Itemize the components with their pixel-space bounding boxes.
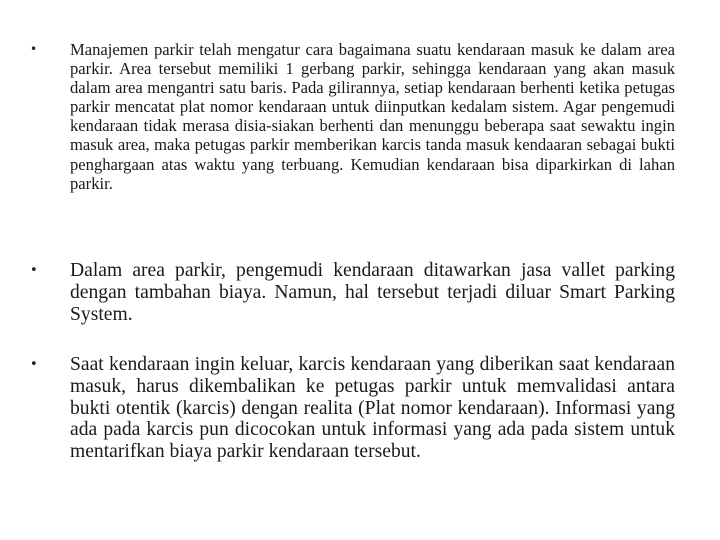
bullet-text: Saat kendaraan ingin keluar, karcis kendaraan yang diberikan saat kendaraan masuk, harus dikembalikan ke petugas parkir untuk memvalidasi antara bukti otentik (karcis) dengan realita (Plat nomor kendaraan). Informasi yang ada pada karcis pun dicocokan untuk informasi yang ada pada sistem untuk mentarifkan biaya parkir kendaraan tersebut. bbox=[70, 354, 675, 463]
bullet-text: Manajemen parkir telah mengatur cara bagaimana suatu kendaraan masuk ke dalam area parkir. Area tersebut memiliki 1 gerbang parkir, sehingga kendaraan yang akan masuk dalam area mengantri satu baris. Pada gilirannya, setiap kendaraan berhenti ketika petugas parkir mencatat plat nomor kendaraan untuk diinputkan kedalam sistem. Agar pengemudi kendaraan tidak merasa disia-siakan berhenti dan menunggu beberapa saat sewaktu ingin masuk area, maka petugas parkir memberikan karcis tanda masuk kendaaran sebagai bukti penghargaan atas waktu yang terbuang. Kemudian kendaraan bisa diparkirkan di lahan parkir. bbox=[70, 40, 675, 193]
bullet-item-parking-exit bbox=[30, 354, 675, 463]
bullet-item-parking-entry bbox=[30, 40, 675, 193]
bullet-text: Dalam area parkir, pengemudi kendaraan ditawarkan jasa vallet parking dengan tambahan biaya. Namun, hal tersebut terjadi diluar Smart Parking System. bbox=[70, 260, 675, 325]
bullet-icon: • bbox=[30, 357, 38, 372]
bullet-icon: • bbox=[30, 263, 38, 278]
bullet-item-valet-parking bbox=[30, 260, 675, 325]
bullet-icon: • bbox=[30, 42, 38, 56]
